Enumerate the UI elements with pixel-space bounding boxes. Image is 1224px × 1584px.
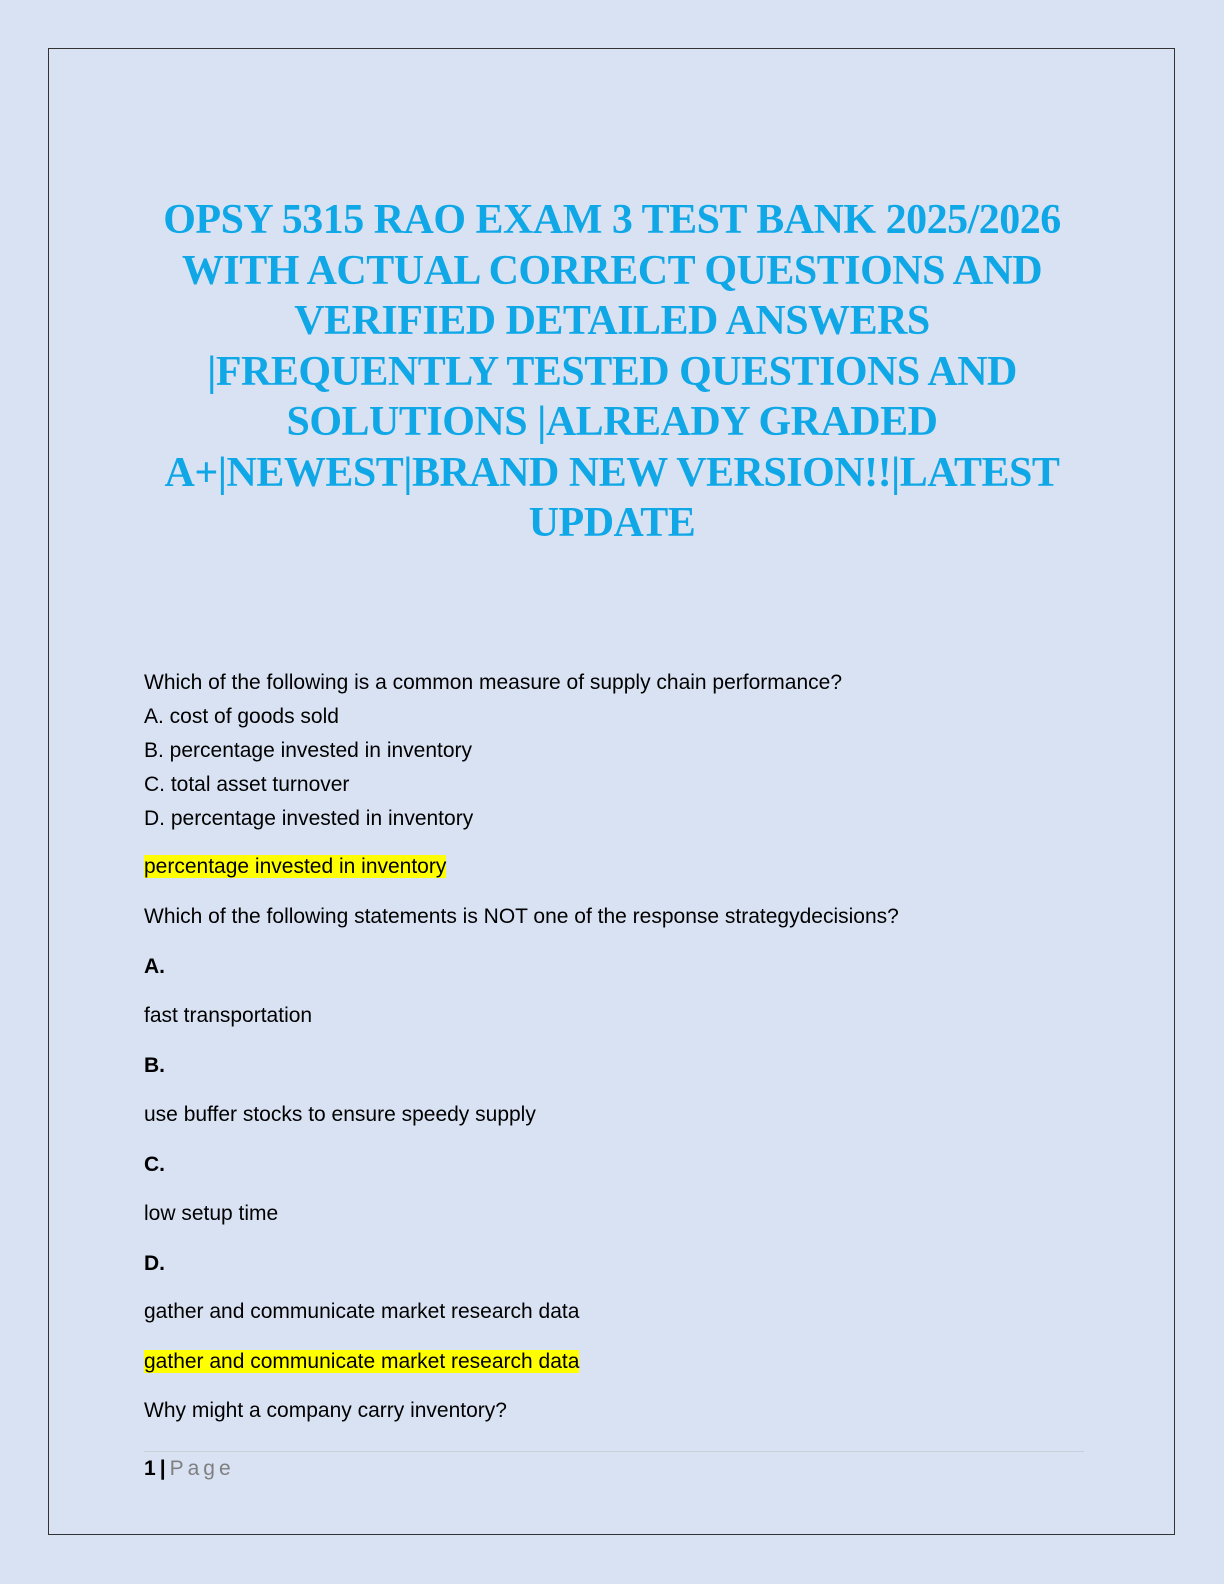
question-2-option-d-text: gather and communicate market research data: [144, 1300, 580, 1323]
question-2-option-c-letter: C.: [144, 1153, 165, 1176]
title-line: OPSY 5315 RAO EXAM 3 TEST BANK 2025/2026: [163, 197, 1061, 243]
title-line: VERIFIED DETAILED ANSWERS: [294, 298, 930, 344]
question-2-option-d-letter: D.: [144, 1252, 165, 1275]
question-1-option-b: B. percentage invested in inventory: [144, 739, 473, 762]
page-number: 1: [144, 1457, 156, 1480]
title-line: UPDATE: [528, 500, 696, 546]
question-1-option-c: C. total asset turnover: [144, 773, 350, 796]
title-line: WITH ACTUAL CORRECT QUESTIONS AND: [181, 247, 1043, 294]
title-line: A+|NEWEST|BRAND NEW VERSION!!|LATEST: [164, 449, 1060, 496]
question-3: Why might a company carry inventory?: [144, 1399, 507, 1422]
question-1-option-a: A. cost of goods sold: [144, 705, 339, 728]
question-2-option-b-letter: B.: [144, 1054, 165, 1077]
question-1-option-d: D. percentage invested in inventory: [144, 807, 474, 830]
footer-divider: [144, 1451, 1084, 1452]
footer-separator: |: [159, 1457, 166, 1480]
question-2-answer-highlight: gather and communicate market research data: [144, 1350, 580, 1373]
question-1: Which of the following is a common measure of supply chain performance?: [144, 671, 843, 694]
title-line: SOLUTIONS |ALREADY GRADED: [286, 399, 938, 445]
document-title: [140, 195, 1084, 549]
question-2-option-b-text: use buffer stocks to ensure speedy supply: [144, 1103, 536, 1126]
title-line: |FREQUENTLY TESTED QUESTIONS AND: [207, 348, 1017, 395]
question-2: Which of the following statements is NOT one of the response strategydecisions?: [144, 905, 899, 928]
question-2-option-c-text: low setup time: [144, 1202, 279, 1225]
question-2-option-a-letter: A.: [144, 955, 165, 978]
page-label: Page: [169, 1457, 235, 1480]
question-2-option-a-text: fast transportation: [144, 1004, 313, 1027]
question-1-answer-highlight: percentage invested in inventory: [144, 855, 447, 878]
page-footer: [144, 1456, 235, 1482]
